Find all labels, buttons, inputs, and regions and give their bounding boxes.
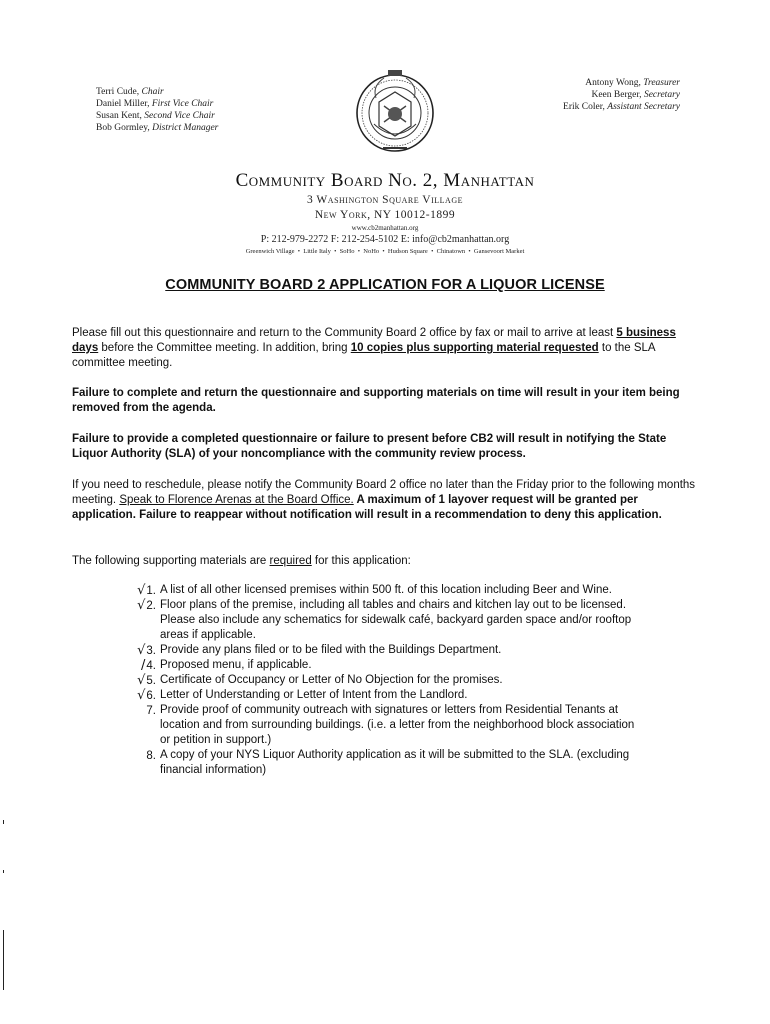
officer-secretary	[563, 89, 680, 101]
officer-title: Chair	[141, 87, 164, 97]
deadline-text: 5 business days	[72, 327, 676, 354]
instructions-paragraph	[72, 326, 702, 371]
officer-name: Terri Cude,	[96, 87, 140, 97]
item-number	[118, 748, 156, 764]
item-text: A list of all other licensed premises within 500 ft. of this location including Beer and Wine.	[160, 584, 612, 596]
officer-district-manager	[96, 122, 218, 134]
item-number	[118, 643, 156, 659]
number: 7.	[146, 705, 156, 717]
item-number	[118, 703, 156, 719]
list-item	[118, 703, 638, 748]
website-link[interactable]: www.cb2manhattan.org	[351, 224, 419, 232]
officer-title: Second Vice Chair	[144, 111, 215, 121]
item-text: Proposed menu, if applicable.	[160, 659, 312, 671]
contact-line: P: 212-979-2272 F: 212-254-5102 E: info@cb2manhattan.org	[260, 234, 510, 245]
officer-name: Erik Coler,	[563, 102, 605, 112]
scan-artifact	[3, 930, 4, 990]
list-item	[118, 583, 638, 598]
copies-text: 10 copies plus supporting material requested	[350, 342, 599, 354]
item-text: A copy of your NYS Liquor Authority application as it will be submitted to the SLA. (excluding financial information)	[160, 749, 630, 776]
list-item	[118, 748, 638, 778]
text: Please fill out this questionnaire and return to the Community Board 2 office by fax or mail to arrive at least	[72, 327, 617, 339]
officer-treasurer	[563, 77, 680, 89]
officer-title: Treasurer	[643, 78, 680, 88]
list-item	[118, 688, 638, 703]
officers-left-list	[96, 86, 218, 134]
text: before the Committee meeting. In addition, bring	[98, 342, 351, 354]
noncompliance-paragraph: Failure to provide a completed questionnaire or failure to present before CB2 will result in notifying the State Liquor Authority (SLA) of your noncompliance with the community review process.	[72, 433, 667, 460]
list-item	[118, 598, 638, 643]
item-text: Provide any plans filed or to be filed with the Buildings Department.	[160, 644, 502, 656]
neighborhood-list: Greenwich Village • Little Italy • SoHo • NoHo • Hudson Square • Chinatown • Gansevoort Market	[245, 248, 525, 255]
list-item	[118, 673, 638, 688]
handwritten-check-icon: /	[141, 658, 146, 673]
area-name: Chinatown	[436, 248, 466, 255]
officer-first-vice-chair	[96, 98, 218, 110]
item-number	[118, 658, 156, 674]
officer-name: Antony Wong,	[585, 78, 641, 88]
area-name: Gansevoort Market	[473, 248, 525, 255]
item-number	[118, 598, 156, 614]
officer-name: Susan Kent,	[96, 111, 142, 121]
officer-title: Assistant Secretary	[607, 102, 680, 112]
contact-text: Speak to Florence Arenas at the Board Office.	[119, 494, 354, 506]
handwritten-check-icon: √	[137, 673, 146, 688]
item-text: Floor plans of the premise, including all tables and chairs and kitchen lay out to be licensed. Please also include any schematics for sidewalk café, backyard garden space and/or rooftop areas if applicable.	[160, 599, 632, 641]
area-name: NoHo	[363, 248, 380, 255]
officer-title: First Vice Chair	[151, 99, 214, 109]
reschedule-paragraph	[72, 478, 702, 523]
handwritten-check-icon: √	[137, 643, 146, 658]
text: If you need to reschedule, please notify the Community Board 2 office no later than the Friday prior to the following months meeting.	[72, 479, 696, 506]
list-item	[118, 658, 638, 673]
officer-second-vice-chair	[96, 110, 218, 122]
form-title: COMMUNITY BOARD 2 APPLICATION FOR A LIQUOR LICENSE	[165, 277, 605, 293]
officer-name: Daniel Miller,	[96, 99, 150, 109]
officer-chair	[96, 86, 218, 98]
item-text: Provide proof of community outreach with signatures or letters from Residential Tenants at location and from surrounding buildings. (i.e. a letter from the neighborhood block association or petition in support.)	[160, 704, 635, 746]
layover-text: A maximum of 1 layover request will be granted per application. Failure to reappear without notification will result in a recommendation to deny this application.	[72, 494, 662, 521]
list-item	[118, 643, 638, 658]
scan-artifact	[3, 870, 4, 873]
materials-intro	[72, 554, 702, 569]
officer-name: Keen Berger,	[591, 90, 642, 100]
text: for this application:	[311, 555, 411, 567]
required-text: required	[269, 555, 312, 567]
city-seal-logo	[354, 64, 436, 162]
handwritten-check-icon: √	[137, 598, 146, 613]
officer-name: Bob Gormley,	[96, 123, 150, 133]
handwritten-check-icon: √	[137, 583, 146, 598]
number: 4.	[146, 660, 156, 672]
item-number	[118, 583, 156, 599]
requirements-list	[118, 583, 638, 778]
failure-warning-paragraph: Failure to complete and return the questionnaire and supporting materials on time will result in your item being removed from the agenda.	[72, 387, 680, 414]
number: 2.	[146, 600, 156, 612]
item-number	[118, 688, 156, 704]
officer-assistant-secretary	[563, 101, 680, 113]
area-name: Little Italy	[303, 248, 331, 255]
address-line-2: New York, NY 10012-1899	[314, 209, 456, 221]
text: The following supporting materials are	[72, 555, 270, 567]
item-text: Certificate of Occupancy or Letter of No Objection for the promises.	[160, 674, 503, 686]
number: 5.	[146, 675, 156, 687]
officers-right-list	[563, 77, 680, 113]
item-text: Letter of Understanding or Letter of Intent from the Landlord.	[160, 689, 468, 701]
officer-title: District Manager	[152, 123, 219, 133]
area-name: Greenwich Village	[245, 248, 295, 255]
area-name: Hudson Square	[387, 248, 428, 255]
address-line-1: 3 Washington Square Village	[307, 194, 463, 206]
number: 3.	[146, 645, 156, 657]
number: 6.	[146, 690, 156, 702]
text: to the SLA committee meeting.	[72, 342, 655, 369]
number: 1.	[146, 585, 156, 597]
area-name: SoHo	[339, 248, 355, 255]
handwritten-check-icon: √	[137, 688, 146, 703]
officer-title: Secretary	[643, 90, 680, 100]
number: 8.	[146, 750, 156, 762]
item-number	[118, 673, 156, 689]
board-name: Community Board No. 2, Manhattan	[235, 170, 535, 191]
scan-artifact	[3, 820, 4, 824]
